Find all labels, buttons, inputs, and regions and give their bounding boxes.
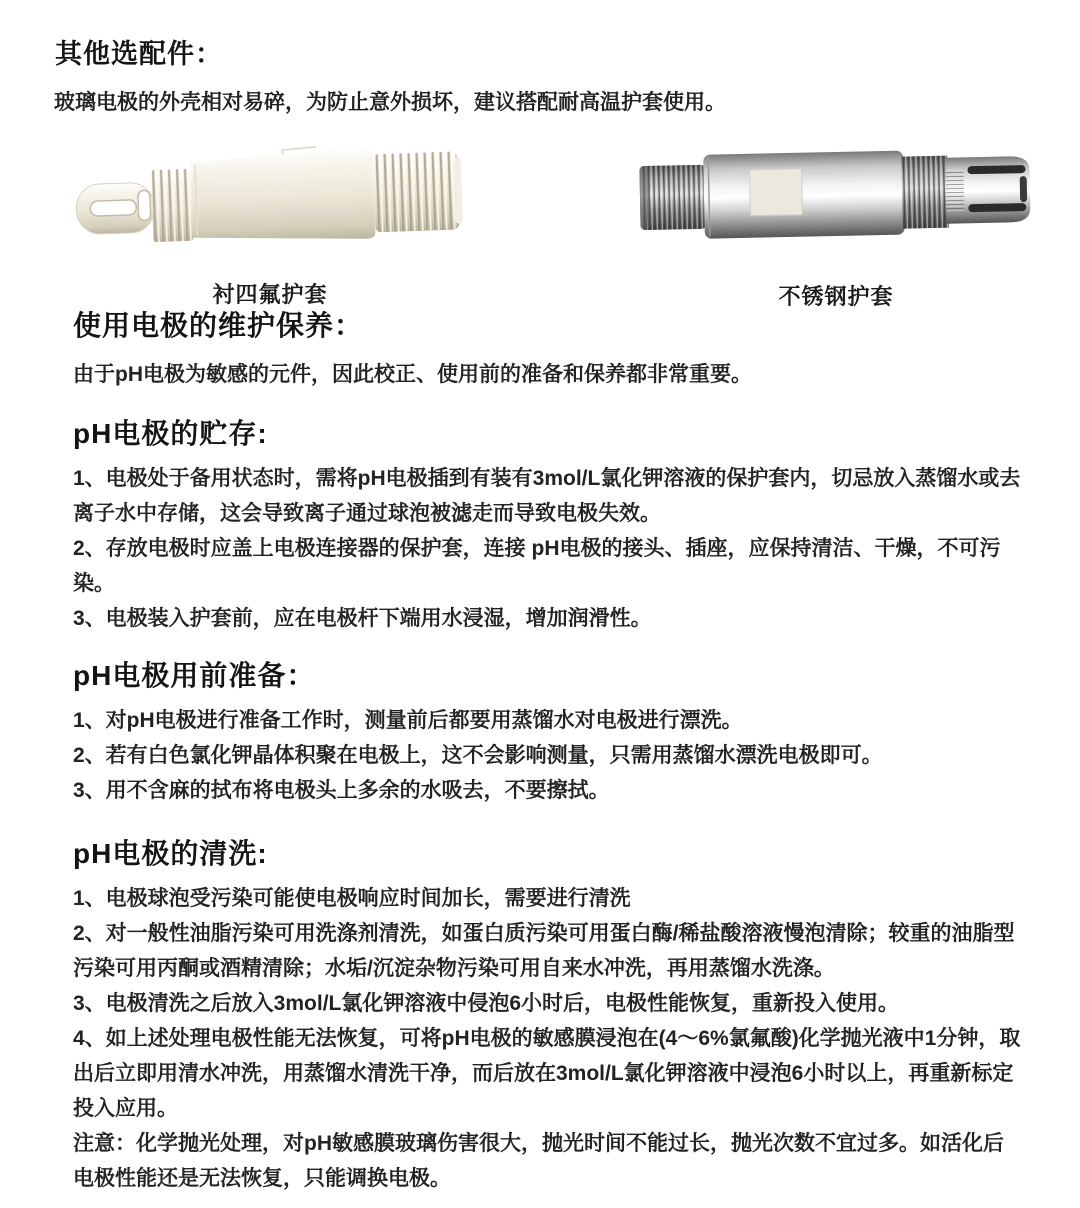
cleaning-item-3: 3、电极清洗之后放入3mol/L氯化钾溶液中侵泡6小时后，电极性能恢复，重新投入使用。 xyxy=(73,992,900,1015)
section-preparation-title: pH电极用前准备： xyxy=(73,660,316,691)
product-label-ptfe: 衬四氟护套 xyxy=(212,282,328,307)
section-maintenance xyxy=(73,308,1023,392)
section-cleaning-title: pH电极的清洗: xyxy=(73,838,268,869)
storage-item-3: 3、电极装入护套前，应在电极杆下端用水浸湿，增加润滑性。 xyxy=(73,607,652,630)
cleaning-item-2: 2、对一般性油脂污染可用洗涤剂清洗，如蛋白质污染可用蛋白酶/稀盐酸溶液慢泡清除；较重的油脂型污染可用丙酮或酒精清除；水垢/沉淀杂物污染可用自来水冲洗，再用蒸馏水洗涤。 xyxy=(73,922,1015,980)
cleaning-note: 注意：化学抛光处理，对pH敏感膜玻璃伤害很大，抛光时间不能过长，抛光次数不宜过多。如活化后电极性能还是无法恢复，只能调换电极。 xyxy=(73,1132,1004,1190)
maintenance-paragraph: 由于pH电极为敏感的元件，因此校正、使用前的准备和保养都非常重要。 xyxy=(73,363,752,386)
ptfe-sleeve-photo-image xyxy=(70,133,470,259)
storage-item-1: 1、电极处于备用状态时，需将pH电极插到有装有3mol/L氯化钾溶液的保护套内，切忌放入蒸馏水或去离子水中存储，这会导致离子通过球泡被滤走而导致电极失效。 xyxy=(73,467,1021,525)
section-cleaning xyxy=(73,836,1023,1196)
section-maintenance-title: 使用电极的维护保养： xyxy=(73,310,364,341)
section-storage-title: pH电极的贮存: xyxy=(73,418,268,449)
page-title: 其他选配件： xyxy=(55,39,223,69)
preparation-item-3: 3、用不含麻的拭布将电极头上多余的水吸去，不要擦拭。 xyxy=(73,779,610,802)
cleaning-item-4: 4、如上述处理电极性能无法恢复，可将pH电极的敏感膜浸泡在(4～6%氯氟酸)化学抛光液中1分钟，取出后立即用清水冲洗，用蒸馏水清洗干净，而后放在3mol/L氯化钾溶液中浸泡6小时以上，再重新标定投入应用。 xyxy=(73,1027,1021,1120)
stainless-sleeve-photo-image xyxy=(637,146,1035,244)
preparation-item-2: 2、若有白色氯化钾晶体积聚在电极上，这不会影响测量，只需用蒸馏水漂洗电极即可。 xyxy=(73,744,883,767)
preparation-item-1: 1、对pH电极进行准备工作时，测量前后都要用蒸馏水对电极进行漂洗。 xyxy=(73,709,743,732)
section-storage xyxy=(73,416,1023,636)
section-maintenance-body xyxy=(73,357,1023,392)
section-storage-body xyxy=(73,461,1023,636)
section-preparation-body xyxy=(73,703,1023,808)
intro-description: 玻璃电极的外壳相对易碎，为防止意外损坏，建议搭配耐高温护套使用。 xyxy=(54,91,726,114)
product-label-stainless: 不锈钢护套 xyxy=(778,284,894,309)
section-cleaning-body xyxy=(73,881,1023,1196)
storage-item-2: 2、存放电极时应盖上电极连接器的保护套，连接 pH电极的接头、插座，应保持清洁、干燥，不可污染。 xyxy=(73,537,1001,595)
product-stainless-sleeve xyxy=(638,150,1034,311)
cleaning-item-1: 1、电极球泡受污染可能使电极响应时间加长，需要进行清洗 xyxy=(73,887,631,910)
section-preparation xyxy=(73,658,1023,808)
product-ptfe-sleeve xyxy=(72,140,468,309)
